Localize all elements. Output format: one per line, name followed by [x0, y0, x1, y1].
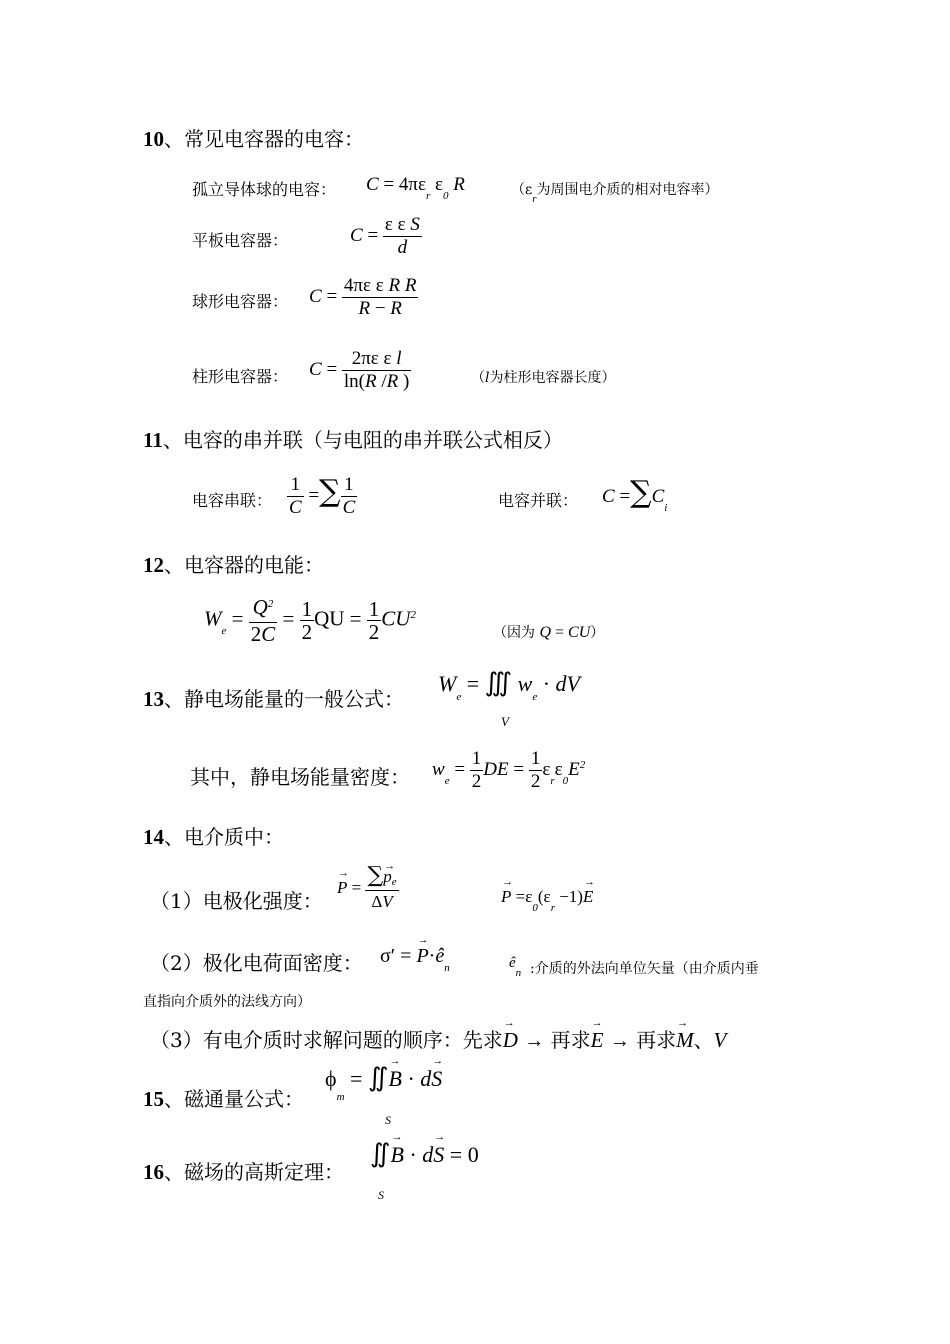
section-number: 15 [143, 1087, 164, 1111]
spherical-capacitor-label: 球形电容器： [192, 292, 289, 311]
section-title: 、磁通量公式： [164, 1087, 304, 1111]
section-11-heading [143, 424, 563, 453]
field-energy-formula: $W_e$ = ∭ $w_e$ · dV [438, 668, 580, 703]
plate-capacitor-label: 平板电容器： [192, 231, 289, 250]
gauss-law-formula: ∬→ B · d→ S = 0 [370, 1139, 479, 1169]
section-title: 、常见电容器的电容： [164, 127, 364, 151]
surface-charge-label: （2）极化电荷面密度： [150, 951, 363, 975]
capacitor-energy-note: （因为 Q = CU） [493, 624, 605, 641]
section-16-heading [143, 1156, 344, 1185]
section-number: 10 [143, 127, 164, 151]
isolated-sphere-label: 孤立导体球的电容： [192, 180, 337, 199]
energy-density-formula: $w_e$ = $\frac{1}{2}$ DE = $\frac{1}{2}$ $\varepsilon_r\varepsilon_0E^2$ [432, 748, 586, 792]
solving-order: （3）有电介质时求解问题的顺序：先求→ D → 再求→ E → 再求→ M、V [150, 1024, 727, 1053]
section-number: 12 [143, 553, 164, 577]
section-14-heading [143, 821, 284, 850]
surface-charge-note-continued: 直指向介质外的法线方向） [143, 994, 311, 1010]
section-number: 14 [143, 825, 164, 849]
parallel-label: 电容并联： [498, 491, 579, 510]
normal-unit-vector: $ê_n$ [509, 955, 522, 979]
cylindrical-capacitor-label: 柱形电容器： [192, 367, 289, 386]
section-number: 11 [143, 428, 163, 452]
energy-density-label: 其中，静电场能量密度： [190, 765, 410, 789]
magnetic-flux-formula: $\phi_m$ = ∬→ B · d→ S [325, 1063, 442, 1093]
cylindrical-capacitor-formula: C = $\frac{\text{2πε ε l}}{\ln(R /R )}$ [309, 348, 410, 392]
cylindrical-capacitor-note: （l为柱形电容器长度） [471, 370, 616, 386]
surface-charge-formula: σ′ = → $P\cdot ê_n$ [380, 945, 450, 968]
section-title: 、静电场能量的一般公式： [164, 687, 404, 711]
capacitor-energy-formula: $W_e$ = $\frac{Q^2}{2C}$ = $\frac{1}{2}$ QU = $\frac{1}{2}$ $CU^2$ [204, 595, 416, 646]
section-13-heading [143, 683, 404, 712]
section-number: 13 [143, 687, 164, 711]
section-title: 、电容的串并联（与电阻的串并联公式相反） [162, 428, 563, 452]
section-10-heading [143, 123, 364, 152]
section-number: 16 [143, 1160, 164, 1184]
section-title: 、磁场的高斯定理： [164, 1160, 344, 1184]
volume-limit: V [501, 714, 509, 729]
section-title: 、电介质中： [164, 825, 284, 849]
section-12-heading [143, 549, 324, 578]
polarization-label: （1）电极化强度： [150, 889, 323, 913]
section-title: 、电容器的电能： [164, 553, 324, 577]
section-15-heading [143, 1083, 304, 1112]
isolated-sphere-formula: $C = 4\pi\varepsilon_r$ $\varepsilon_0$ R [366, 174, 465, 202]
plate-capacitor-formula: C = $\frac{\text{ε ε S}}{d}$ [350, 214, 420, 258]
isolated-sphere-note: （$\varepsilon_r$为周围电介质的相对电容率） [511, 182, 719, 205]
series-formula: $\frac{1}{C}$ =∑ $\frac{1}{C}$ [289, 473, 356, 518]
polarization-relation: → $P =\varepsilon_0(\varepsilon_r -1)\to E$ [501, 887, 593, 907]
spherical-capacitor-formula: C = $\frac{\text{4πε ε R R}}{R - R}$ [309, 275, 417, 319]
surface-limit-bottom: S [378, 1188, 384, 1202]
polarization-formula: → P = $\frac{\sum\to pe}{\Delta V}$ [337, 865, 399, 913]
surface-limit-top: S [385, 1113, 391, 1127]
surface-charge-note: :介质的外法向单位矢量（由介质内垂 [530, 961, 759, 977]
parallel-formula: $C =\sum C_i$ [602, 475, 668, 514]
series-label: 电容串联： [192, 491, 273, 510]
